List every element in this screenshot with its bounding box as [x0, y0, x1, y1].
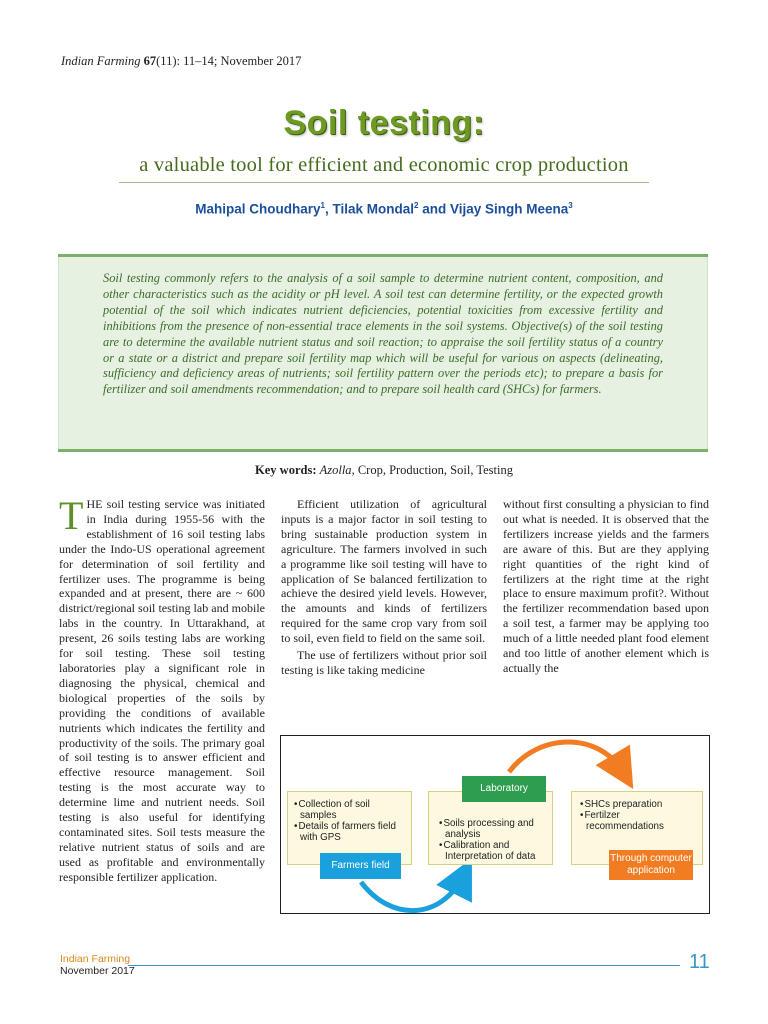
- body-paragraph: The use of fertilizers without prior soil testing is like taking medicine: [281, 648, 487, 677]
- author-affiliation-mark: 2: [414, 201, 419, 210]
- article-subtitle: a valuable tool for efficient and economic crop production: [139, 154, 629, 176]
- paragraph-text: HE soil testing service was initiated in India during 1955-56 with the establishment of 16 soil testing labs under the Indo-US operational agreement for determination of soil fertility and fertilizer uses. The programme is being expanded and at present, there are ~ 600 district/regional soil testing lab and mobile labs in the country. In Uttarakhand, at present, 26 soils testing labs are working for soil testing. These soil testing laboratories play a significant role in diagnosing the physical, chemical and biological properties of the soils by providing the conditions of available nutrients which indicates the fertility and productivity of the soils. The primary goal of soil testing is to answer efficient and effective resource management. Soil testing is the most accurate way to determine lime and nutrient needs. Soil testing is also useful for identifying contaminated sites. Soil tests measure the relative nutrient status of soils and are used as profitable and environmentally responsible fertilizer application.: [59, 497, 265, 884]
- body-paragraph: [59, 493, 265, 885]
- farmers-field-label: Farmers field: [320, 853, 401, 879]
- body-column-3: [503, 497, 709, 676]
- body-paragraph: without first consulting a physician to find out what is needed. It is observed that the fertilizers increase yields and the farmers are aware of this. But are they applying right quantities of the right kind of fertilizers at the right time at the right place to ensure maximum profit?. Without the fertilizer recommendation based upon a soil test, a farmer may be applying too much of a little needed plant food element and too little of another element which is actually the: [503, 497, 709, 675]
- journal-issue-pages: (11): 11–14; November 2017: [156, 54, 302, 68]
- step-item: • Fertilzer recommendations: [580, 810, 696, 832]
- step-item: • Details of farmers field with GPS: [294, 821, 405, 843]
- step-item: • Calibration and Interpretation of data: [439, 840, 546, 862]
- keywords-line: [0, 463, 768, 478]
- journal-volume: 67: [143, 54, 157, 68]
- drop-cap: T: [59, 493, 84, 538]
- journal-name: Indian Farming: [61, 54, 141, 68]
- author-separator: ,: [324, 201, 333, 217]
- arrow-lab-to-computer: [509, 742, 623, 772]
- author-name: Tilak Mondal: [332, 201, 415, 217]
- body-column-1: [59, 493, 265, 885]
- body-paragraph: Efficient utilization of agricultural inputs is a major factor in soil testing to bring sustainable production system in agriculture. The farmers involved in such a programme like soil testing will have to application of Se balanced fertilization to achieve the desired yield levels. However, the amounts and kinds of fertilizers required for the same crop vary from soil to soil, even field to field on the same soil.: [281, 497, 487, 646]
- author-affiliation-mark: 3: [568, 201, 573, 210]
- article-title: Soil testing:: [283, 104, 485, 142]
- subtitle-rule: [119, 182, 649, 183]
- author-affiliation-mark: 1: [320, 201, 325, 210]
- laboratory-label: Laboratory: [462, 776, 546, 802]
- arrow-farm-to-lab: [361, 876, 463, 911]
- keywords-rest: , Crop, Production, Soil, Testing: [351, 463, 513, 477]
- keyword-italic: Azolla: [319, 463, 352, 477]
- step-item: • Collection of soil samples: [294, 799, 405, 821]
- computer-application-label: Through computer application: [609, 850, 693, 880]
- soil-testing-flow-figure: [280, 735, 710, 914]
- step-item: • Soils processing and analysis: [439, 818, 546, 840]
- body-column-2: [281, 497, 487, 678]
- author-name: Vijay Singh Meena: [449, 201, 569, 217]
- keywords-label: Key words:: [255, 463, 317, 477]
- footer-rule: [128, 965, 680, 966]
- step-box-analysis: [428, 791, 553, 865]
- footer-journal: Indian Farming: [60, 953, 131, 965]
- author-name: Mahipal Choudhary: [195, 201, 321, 217]
- page-number: 11: [689, 951, 710, 973]
- footer-date: November 2017: [60, 965, 135, 977]
- abstract-text: Soil testing commonly refers to the analysis of a soil sample to determine nutrient content, composition, and other characteristics such as the acidity or pH level. A soil test can determine fertility, or the expected growth potential of the soil which indicates nutrient deficiencies, potential toxicities from excessive fertility and inhibitions from the presence of non-essential trace elements in the soil systems. Objective(s) of the soil testing are to determine the available nutrient status and soil reaction; to appraise the soil fertility status of a country or a state or a district and prepare soil fertility map which will be useful for various on aspects (delineating, sufficiency and deficiency areas of nutrients; soil fertility pattern over the periods etc); to prepare a basis for fertilizer and soil amendments recommendation; and to prepare soil health card (SHCs) for farmers.: [103, 271, 663, 397]
- author-separator: and: [418, 201, 450, 217]
- step-item: • SHCs preparation: [580, 799, 696, 810]
- citation-line: [61, 54, 301, 69]
- author-list: [0, 201, 768, 217]
